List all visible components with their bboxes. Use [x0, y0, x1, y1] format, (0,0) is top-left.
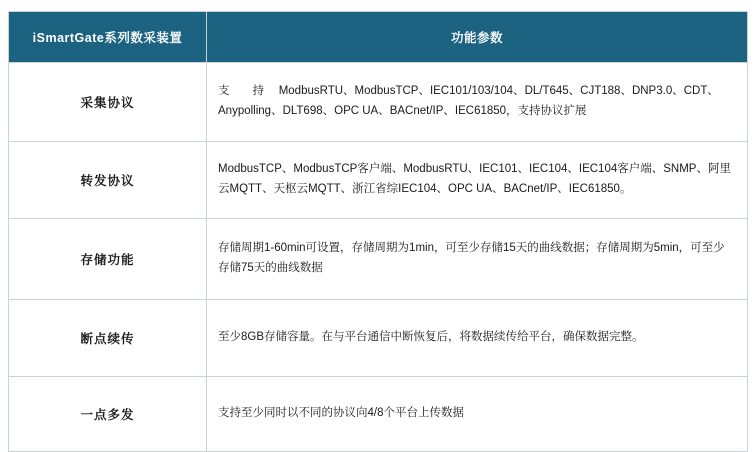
row-label-multi-destination: 一点多发 [9, 377, 207, 452]
row-value-breakpoint-resume: 至少8GB存储容量。在与平台通信中断恢复后，将数据续传给平台，确保数据完整。 [207, 300, 748, 377]
table-body [9, 63, 748, 452]
row-value-collection-protocol: 支 持 ModbusRTU、ModbusTCP、IEC101/103/104、DL/T645、CJT188、DNP3.0、CDT、Anypolling、DLT698、OPC UA、BACnet/IP、IEC61850，支持协议扩展 [207, 63, 748, 142]
spec-table-container [8, 11, 748, 452]
table-row [9, 219, 748, 300]
row-label-storage-function: 存储功能 [9, 219, 207, 300]
table-row [9, 300, 748, 377]
row-label-collection-protocol: 采集协议 [9, 63, 207, 142]
row-label-breakpoint-resume: 断点续传 [9, 300, 207, 377]
header-cell-product: iSmartGate系列数采装置 [9, 12, 207, 63]
row-label-forwarding-protocol: 转发协议 [9, 142, 207, 219]
row-value-forwarding-protocol: ModbusTCP、ModbusTCP客户端、ModbusRTU、IEC101、IEC104、IEC104客户端、SNMP、阿里云MQTT、天枢云MQTT、浙江省综IEC104、OPC UA、BACnet/IP、IEC61850。 [207, 142, 748, 219]
table-row [9, 142, 748, 219]
table-header [9, 12, 748, 63]
header-cell-parameters: 功能参数 [207, 12, 748, 63]
table-row [9, 63, 748, 142]
row-value-storage-function: 存储周期1-60min可设置，存储周期为1min，可至少存储15天的曲线数据；存储周期为5min，可至少存储75天的曲线数据 [207, 219, 748, 300]
table-header-row [9, 12, 748, 63]
spec-table [8, 11, 748, 452]
table-row [9, 377, 748, 452]
row-value-multi-destination: 支持至少同时以不同的协议向4/8个平台上传数据 [207, 377, 748, 452]
